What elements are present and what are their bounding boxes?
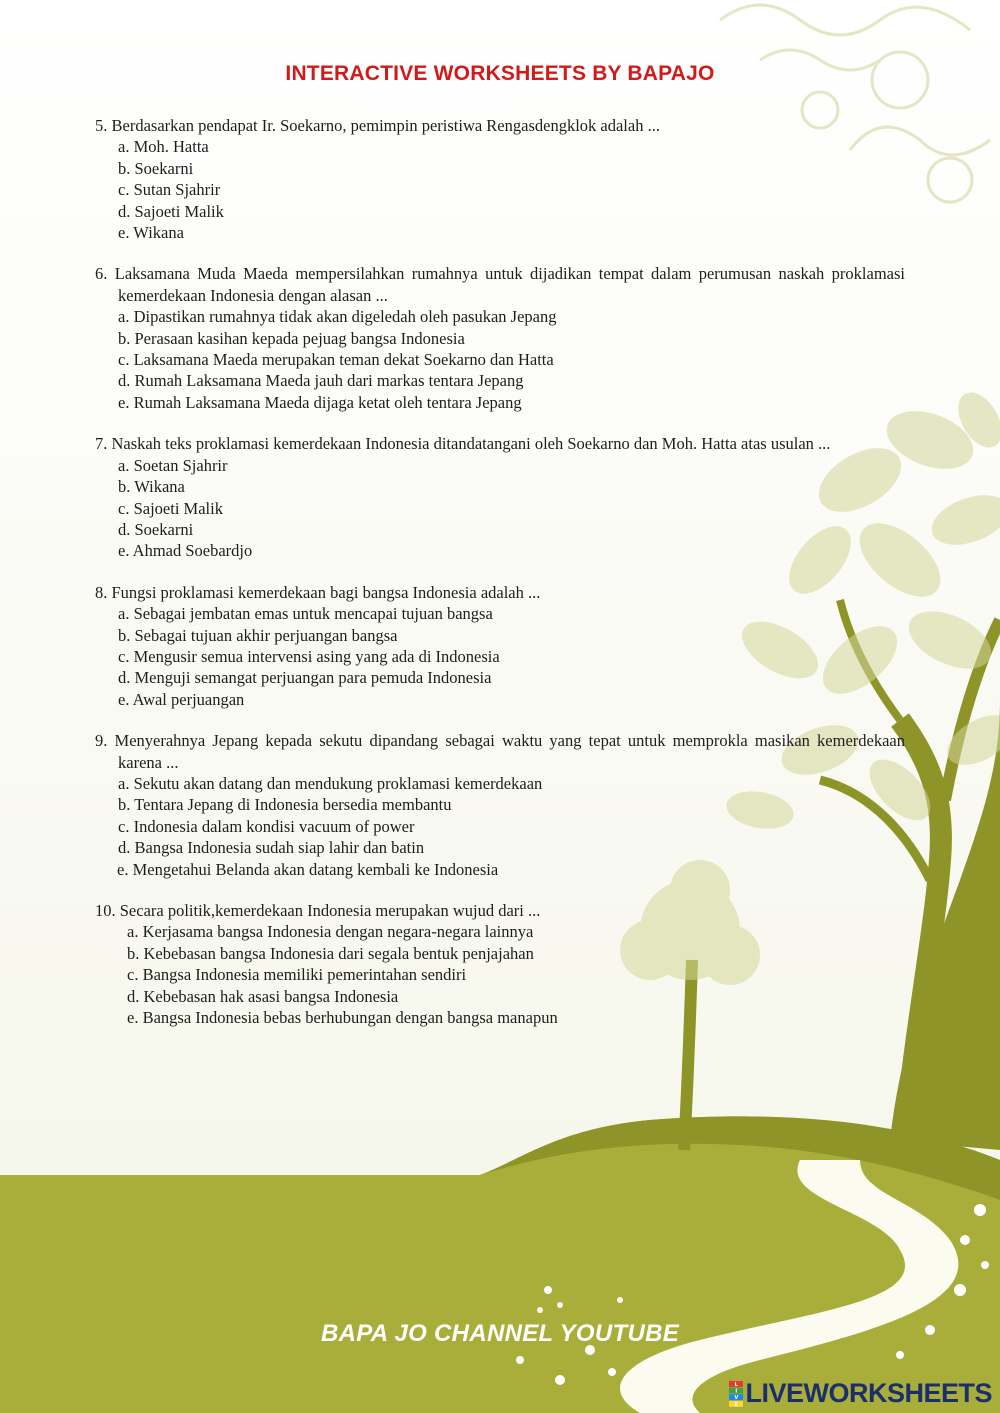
answer-options xyxy=(95,306,905,413)
option-b[interactable]: b. Wikana xyxy=(118,477,185,497)
option-a[interactable]: a. Sebagai jembatan emas untuk mencapai tujuan bangsa xyxy=(118,604,493,624)
logo-letter-l: L xyxy=(735,1381,738,1388)
option-b[interactable]: b. Kebebasan bangsa Indonesia dari segala bentuk penjajahan xyxy=(127,943,534,963)
option-a[interactable]: a. Dipastikan rumahnya tidak akan digeledah oleh pasukan Jepang xyxy=(118,307,557,327)
question-text: 6. Laksamana Muda Maeda mempersilahkan rumahnya untuk dijadikan tempat dalam perumusan naskah proklamasi kemerdekaan Indonesia dengan alasan ... xyxy=(95,264,905,305)
option-d[interactable]: d. Menguji semangat perjuangan para pemuda Indonesia xyxy=(118,668,492,688)
option-b[interactable]: b. Perasaan kasihan kepada pejuag bangsa Indonesia xyxy=(118,328,465,348)
option-e[interactable]: e. Mengetahui Belanda akan datang kembali ke Indonesia xyxy=(117,859,499,879)
option-e[interactable]: e. Wikana xyxy=(118,223,184,243)
option-c[interactable]: c. Laksamana Maeda merupakan teman dekat Soekarno dan Hatta xyxy=(118,350,554,370)
option-b[interactable]: b. Soekarni xyxy=(118,158,194,178)
answer-options xyxy=(95,921,905,1028)
brand-name: LIVEWORKSHEETS xyxy=(745,1378,992,1408)
option-c[interactable]: c. Sajoeti Malik xyxy=(118,498,223,518)
option-d[interactable]: d. Bangsa Indonesia sudah siap lahir dan batin xyxy=(118,838,425,858)
question-6 xyxy=(95,263,905,413)
option-e[interactable]: e. Ahmad Soebardjo xyxy=(118,541,253,561)
question-8 xyxy=(95,582,905,710)
answer-options xyxy=(95,136,905,243)
option-d[interactable]: d. Sajoeti Malik xyxy=(118,201,224,221)
option-e[interactable]: e. Awal perjuangan xyxy=(118,689,245,709)
option-d[interactable]: d. Soekarni xyxy=(118,519,194,539)
option-a[interactable]: a. Soetan Sjahrir xyxy=(118,455,228,475)
answer-options xyxy=(95,455,905,562)
channel-caption: BAPA JO CHANNEL YOUTUBE xyxy=(320,1320,680,1347)
question-text: 9. Menyerahnya Jepang kepada sekutu dipandang sebagai waktu yang tepat untuk memprokla masikan kemerdekaan karena ... xyxy=(95,731,905,772)
option-e[interactable]: e. Bangsa Indonesia bebas berhubungan dengan bangsa manapun xyxy=(127,1008,558,1028)
question-10 xyxy=(95,900,905,1028)
logo-letter-e: E xyxy=(735,1401,738,1407)
option-c[interactable]: c. Indonesia dalam kondisi vacuum of power xyxy=(118,816,415,836)
question-text: 7. Naskah teks proklamasi kemerdekaan Indonesia ditandatangani oleh Soekarno dan Moh. Hatta atas usulan ... xyxy=(95,434,831,454)
question-5 xyxy=(95,115,905,243)
option-a[interactable]: a. Kerjasama bangsa Indonesia dengan negara-negara lainnya xyxy=(127,922,534,942)
question-list xyxy=(95,115,905,1048)
logo-letter-i: I xyxy=(735,1388,738,1395)
option-d[interactable]: d. Rumah Laksamana Maeda jauh dari markas tentara Jepang xyxy=(118,371,524,391)
question-text: 10. Secara politik,kemerdekaan Indonesia merupakan wujud dari ... xyxy=(95,901,541,920)
logo-letter-v: V xyxy=(734,1394,739,1401)
question-text: 8. Fungsi proklamasi kemerdekaan bagi bangsa Indonesia adalah ... xyxy=(95,582,541,602)
answer-options xyxy=(95,603,905,710)
option-d[interactable]: d. Kebebasan hak asasi bangsa Indonesia xyxy=(127,986,399,1006)
question-7 xyxy=(95,433,905,561)
option-c[interactable]: c. Sutan Sjahrir xyxy=(118,180,221,200)
option-c[interactable]: c. Mengusir semua intervensi asing yang ada di Indonesia xyxy=(118,646,500,666)
option-a[interactable]: a. Moh. Hatta xyxy=(118,137,209,157)
option-b[interactable]: b. Sebagai tujuan akhir perjuangan bangsa xyxy=(118,625,398,645)
question-9 xyxy=(95,730,905,880)
liveworksheets-brand[interactable] xyxy=(729,1378,992,1409)
liveworksheets-logo-icon xyxy=(729,1381,743,1407)
option-e[interactable]: e. Rumah Laksamana Maeda dijaga ketat oleh tentara Jepang xyxy=(118,392,522,412)
option-a[interactable]: a. Sekutu akan datang dan mendukung proklamasi kemerdekaan xyxy=(118,773,543,793)
question-text: 5. Berdasarkan pendapat Ir. Soekarno, pemimpin peristiwa Rengasdengklok adalah ... xyxy=(95,116,660,135)
option-c[interactable]: c. Bangsa Indonesia memiliki pemerintahan sendiri xyxy=(127,965,467,985)
answer-options xyxy=(95,773,905,880)
worksheet-title: INTERACTIVE WORKSHEETS BY BAPAJO xyxy=(285,62,715,85)
option-b[interactable]: b. Tentara Jepang di Indonesia bersedia membantu xyxy=(118,795,452,815)
